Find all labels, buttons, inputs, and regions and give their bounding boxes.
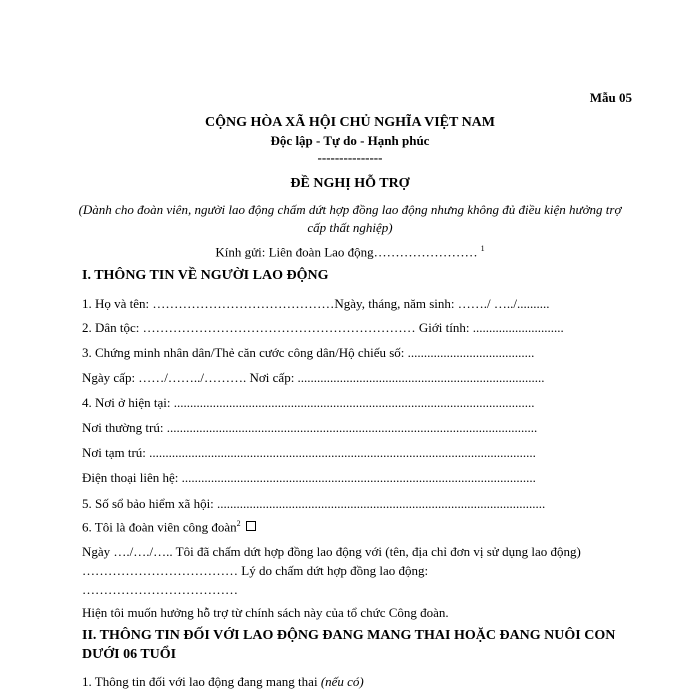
- pregnancy-info-note: (nếu có): [320, 674, 364, 689]
- addressee-text: Kính gửi: Liên đoàn Lao động……………………: [215, 244, 478, 260]
- field-ethnicity: 2. Dân tộc: ……………………………………………………… Giới tính: ............................: [82, 320, 564, 335]
- field-permanent-address: Nơi thường trú: ..................................................................................................................: [82, 420, 538, 435]
- section-heading-1: I. THÔNG TIN VỀ NGƯỜI LAO ĐỘNG: [82, 268, 329, 283]
- field-full-name: 1. Họ và tên: ……………………………………Ngày, tháng, năm sinh: ……./ …../..........: [82, 296, 550, 311]
- union-member-checkbox[interactable]: [246, 521, 256, 531]
- field-phone: Điện thoại liên hệ: .............................................................................................................: [82, 470, 536, 485]
- field-temporary-address: Nơi tạm trú: .......................................................................................................................: [82, 445, 536, 460]
- header-divider: ---------------: [317, 150, 383, 165]
- footnote-marker: 1: [480, 244, 485, 253]
- form-code: Mẫu 05: [589, 90, 632, 105]
- field-issue-date: Ngày cấp: ……/……../………. Nơi cấp: ............................................................................: [82, 370, 545, 385]
- field-union-member: [82, 519, 256, 535]
- field-social-insurance: 5. Số sổ bảo hiểm xã hội: .....................................................................................................: [82, 496, 546, 511]
- section-heading-2: II. THÔNG TIN ĐỐI VỚI LAO ĐỘNG ĐANG MANG THAI HOẶC ĐANG NUÔI CON: [82, 628, 616, 643]
- field-termination-date: Ngày …./…./….. Tôi đã chấm dứt hợp đồng lao động với (tên, địa chỉ đơn vị sử dụng lao động): [82, 544, 581, 559]
- national-motto: Độc lập - Tự do - Hạnh phúc: [270, 133, 430, 148]
- field-termination-reason: ……………………………… Lý do chấm dứt hợp đồng lao động:: [82, 563, 429, 578]
- field-pregnancy-info: [82, 674, 364, 690]
- section-heading-2-cont: DƯỚI 06 TUỔI: [82, 647, 177, 662]
- field-termination-continued: ………………………………: [82, 582, 238, 597]
- document-subtitle: (Dành cho đoàn viên, người lao động chấm dứt hợp đồng lao động nhưng không đủ điều kiện hưởng trợ cấp thất nghiệp): [78, 202, 622, 235]
- nation-name: CỘNG HÒA XÃ HỘI CHỦ NGHĨA VIỆT NAM: [204, 115, 495, 130]
- support-request-statement: Hiện tôi muốn hưởng hỗ trợ từ chính sách này của tổ chức Công đoàn.: [82, 605, 449, 620]
- field-current-address: 4. Nơi ở hiện tại: ...............................................................................................................: [82, 395, 535, 410]
- pregnancy-info-label: 1. Thông tin đối với lao động đang mang thai: [82, 674, 318, 689]
- union-member-label: 6. Tôi là đoàn viên công đoàn: [82, 519, 237, 535]
- footnote-marker: 2: [236, 519, 241, 528]
- document-title: ĐỀ NGHỊ HỖ TRỢ: [290, 176, 410, 191]
- addressee-line: [0, 244, 700, 260]
- field-id-number: 3. Chứng minh nhân dân/Thẻ căn cước công dân/Hộ chiếu số: .......................................: [82, 345, 535, 360]
